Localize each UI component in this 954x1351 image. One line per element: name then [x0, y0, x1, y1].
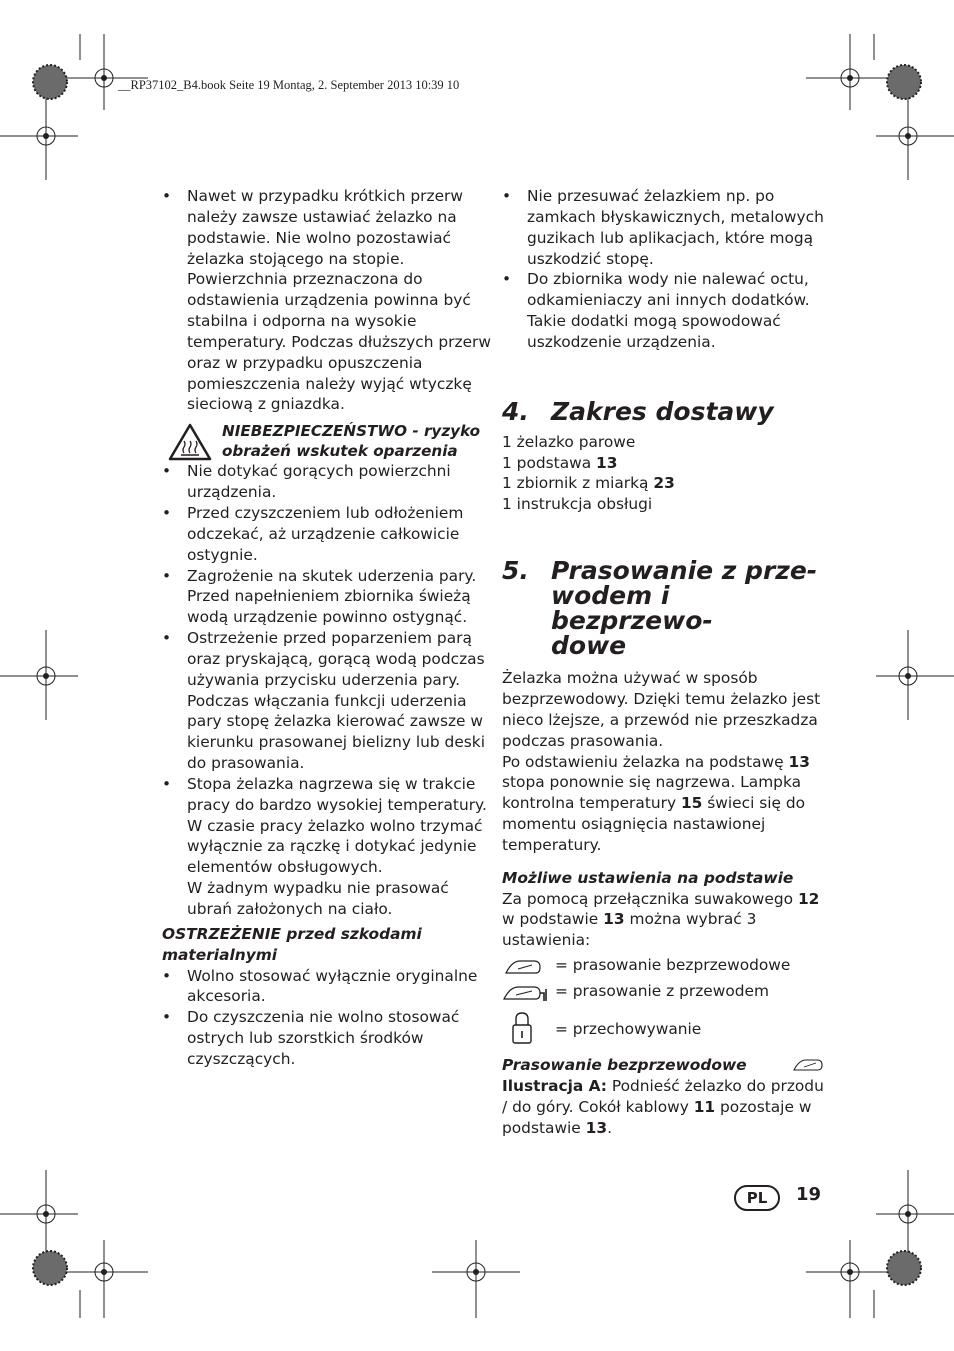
delivery-item: 1 instrukcja obsługi	[502, 495, 653, 514]
danger-warning	[162, 421, 492, 461]
setting-row	[502, 955, 832, 981]
section-title-line: dowe	[551, 631, 627, 661]
danger-heading: NIEBEZPIECZEŃSTWO - ryzyko obrażeń wskutek oparzenia	[222, 422, 481, 461]
language-badge: PL	[734, 1185, 780, 1211]
delivery-item: 1 zbiornik z miarką 23	[502, 474, 675, 493]
print-header-line: __RP37102_B4.book Seite 19 Montag, 2. September 2013 10:39 10	[118, 78, 460, 92]
list-item: • Nie dotykać gorących powierzchni urządzenia.	[162, 461, 492, 503]
list-item	[162, 774, 492, 920]
right-column	[502, 186, 832, 1138]
paragraph: Żelazka można używać w sposób bezprzewodowy. Dzięki temu żelazko jest nieco lżejsze, a przewód nie przeszkadza podczas prasowania.	[502, 669, 821, 750]
settings-heading: Możliwe ustawienia na podstawie	[502, 868, 794, 887]
hot-surface-warning-icon	[168, 423, 212, 461]
list-item: • Nawet w przypadku krótkich przerw należy zawsze ustawiać żelazko na podstawie. Nie wolno pozostawiać żelazka stojącego na stopie. Powierzchnia przeznaczona do odstawienia urządzenia powinna być stabilna i odporna na wysokie temperatury. Podczas dłuższych przerw oraz w przypadku opuszczenia pomieszczenia należy wyjąć wtyczkę sieciową z gniazdka.	[162, 186, 492, 415]
delivery-item: 1 żelazko parowe	[502, 432, 636, 451]
left-column	[162, 186, 492, 1070]
danger-bullet-list	[162, 461, 492, 920]
caution-heading: OSTRZEŻENIE przed szkodami materialnymi	[162, 924, 422, 964]
section-title-line: wodem i bezprzewo-	[551, 581, 713, 636]
section-number: 4.	[502, 396, 529, 426]
list-item: • Do zbiornika wody nie nalewać octu, odkamieniaczy ani innych dodatków. Takie dodatki mogą spowodować uszkodzenie urządzenia.	[502, 269, 832, 352]
cordless-heading: Prasowanie bezprzewodowe	[502, 1055, 832, 1076]
section-number: 5.	[502, 556, 529, 586]
section-title-line: Prasowanie z prze-	[551, 556, 818, 586]
list-item: • Nie przesuwać żelazkiem np. po zamkach błyskawicznych, metalowych guzikach lub aplikacjach, które mogą uszkodzić stopę.	[502, 186, 832, 269]
setting-label: = prasowanie z przewodem	[555, 982, 770, 1001]
corded-iron-icon	[502, 981, 550, 1003]
list-item: • Wolno stosować wyłącznie oryginalne akcesoria.	[162, 966, 492, 1008]
list-item-text: W żadnym wypadku nie prasować ubrań założonych na ciało.	[187, 879, 449, 918]
lock-icon	[511, 1011, 533, 1045]
bullet-list-top	[162, 186, 492, 415]
page-number: 19	[796, 1184, 822, 1205]
list-item: • Ostrzeżenie przed poparzeniem parą oraz pryskającą, gorącą wodą podczas używania przycisku uderzenia pary. Podczas włączania funkcji uderzenia pary stopę żelazka kierować zawsze w kierunku prasowanej bielizny lub deski do prasowania.	[162, 628, 492, 774]
settings-list	[502, 955, 832, 1049]
section-title: Zakres dostawy	[551, 396, 774, 426]
list-item-text: Stopa żelazka nagrzewa się w trakcie pracy do bardzo wysokiej temperatury. W czasie pracy żelazko wolno trzymać wyłącznie za rączkę i dotykać jedynie elementów obsługowych.	[187, 774, 487, 877]
paragraph: Za pomocą przełącznika suwakowego 12 w podstawie 13 można wybrać 3 ustawienia:	[502, 889, 820, 950]
section-4-heading	[502, 396, 832, 426]
paragraph: Po odstawieniu żelazka na podstawę 13 stopa ponownie się nagrzewa. Lampka kontrolna temperatury 15 świeci się do momentu osiągnięcia nastawionej temperatury.	[502, 752, 810, 854]
list-item: • Zagrożenie na skutek uderzenia pary. Przed napełnieniem zbiornika świeżą wodą urządzenie powinno ostygnąć.	[162, 566, 492, 629]
paragraph: Ilustracja A: Podnieść żelazko do przodu / do góry. Cokół kablowy 11 pozostaje w podstawie 13.	[502, 1076, 824, 1137]
setting-row	[502, 981, 832, 1011]
caution-bullet-list	[162, 966, 492, 1070]
list-item: • Do czyszczenia nie wolno stosować ostrych lub szorstkich środków czyszczących.	[162, 1007, 492, 1070]
section-5-heading	[502, 556, 832, 661]
setting-label: = przechowywanie	[555, 1020, 702, 1039]
list-item: • Przed czyszczeniem lub odłożeniem odczekać, aż urządzenie całkowicie ostygnie.	[162, 503, 492, 566]
setting-row	[502, 1011, 832, 1049]
cordless-iron-icon	[792, 1057, 824, 1073]
delivery-item: 1 podstawa 13	[502, 453, 618, 472]
setting-label: = prasowanie bezprzewodowe	[555, 956, 791, 975]
delivery-list	[502, 432, 832, 515]
bullet-list-right	[502, 186, 832, 353]
cordless-iron-icon	[502, 957, 544, 977]
